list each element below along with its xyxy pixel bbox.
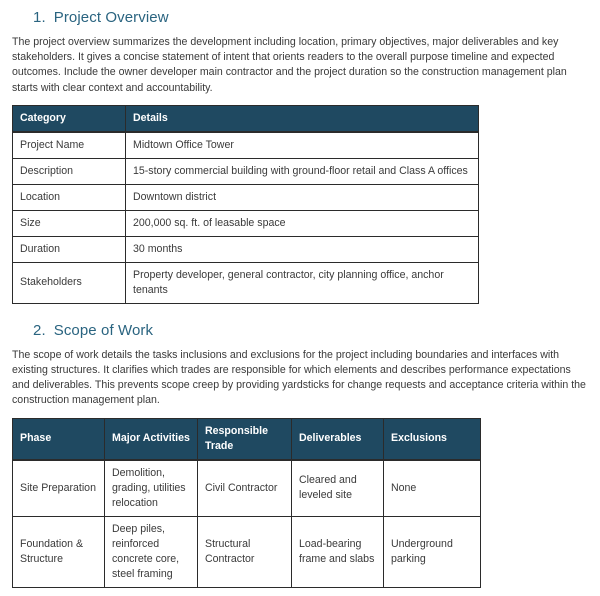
table-cell: Underground parking [384, 516, 481, 587]
section-heading-project-overview [33, 9, 588, 26]
scope-of-work-paragraph: The scope of work details the tasks inclusions and exclusions for the project including boundaries and interfaces with existing structures. It clarifies which trades are responsible for which elements and describes performance expectations and deliverables. This prevents scope creep by providing yardsticks for change requests and acceptance criteria within the construction management plan. [12, 348, 586, 407]
table-row [13, 132, 479, 159]
project-overview-table [12, 105, 479, 304]
table-row [13, 158, 479, 184]
table-header-cell: Exclusions [384, 418, 481, 460]
table-row [13, 210, 479, 236]
table-header-cell: Major Activities [105, 418, 198, 460]
table-cell: Property developer, general contractor, city planning office, anchor tenants [126, 262, 479, 303]
section-title: Project Overview [53, 9, 169, 26]
section-heading-scope-of-work [33, 322, 588, 339]
table-cell: Midtown Office Tower [126, 132, 479, 159]
table-header-cell: Phase [13, 418, 105, 460]
table-header-row [13, 105, 479, 132]
table-row [13, 184, 479, 210]
table-cell: Foundation & Structure [13, 516, 105, 587]
table-cell: Duration [13, 236, 126, 262]
table-cell: Size [13, 210, 126, 236]
table-cell: Load-bearing frame and slabs [292, 516, 384, 587]
table-header-cell: Details [126, 105, 479, 132]
table-cell: Deep piles, reinforced concrete core, steel framing [105, 516, 198, 587]
table-row [13, 460, 481, 517]
table-cell: Project Name [13, 132, 126, 159]
table-header-cell: Responsible Trade [198, 418, 292, 460]
table-cell: Structural Contractor [198, 516, 292, 587]
table-row [13, 516, 481, 587]
table-cell: Location [13, 184, 126, 210]
scope-of-work-table [12, 418, 481, 588]
project-overview-paragraph: The project overview summarizes the development including location, primary objectives, major deliverables and key stakeholders. It gives a concise statement of intent that orients readers to the overall purpose timeline and expected outcomes. Include the owner developer main contractor and the project duration so the construction management plan starts with clear context and accountability. [12, 36, 567, 94]
table-header-cell: Deliverables [292, 418, 384, 460]
table-row [13, 262, 479, 303]
table-cell: Description [13, 158, 126, 184]
table-cell: Demolition, grading, utilities relocation [105, 460, 198, 517]
table-cell: Downtown district [126, 184, 479, 210]
table-cell: Civil Contractor [198, 460, 292, 517]
section-title: Scope of Work [53, 321, 154, 339]
table-cell: 15-story commercial building with ground-floor retail and Class A offices [126, 158, 479, 184]
table-row [13, 236, 479, 262]
table-cell: Cleared and leveled site [292, 460, 384, 517]
table-cell: Site Preparation [13, 460, 105, 517]
table-cell: 200,000 sq. ft. of leasable space [126, 210, 479, 236]
table-header-cell: Category [13, 105, 126, 132]
section-number: 1. [33, 9, 46, 26]
table-cell: None [384, 460, 481, 517]
table-cell: Stakeholders [13, 262, 126, 303]
table-header-row [13, 418, 481, 460]
table-cell: 30 months [126, 236, 479, 262]
section-number: 2. [33, 321, 46, 339]
